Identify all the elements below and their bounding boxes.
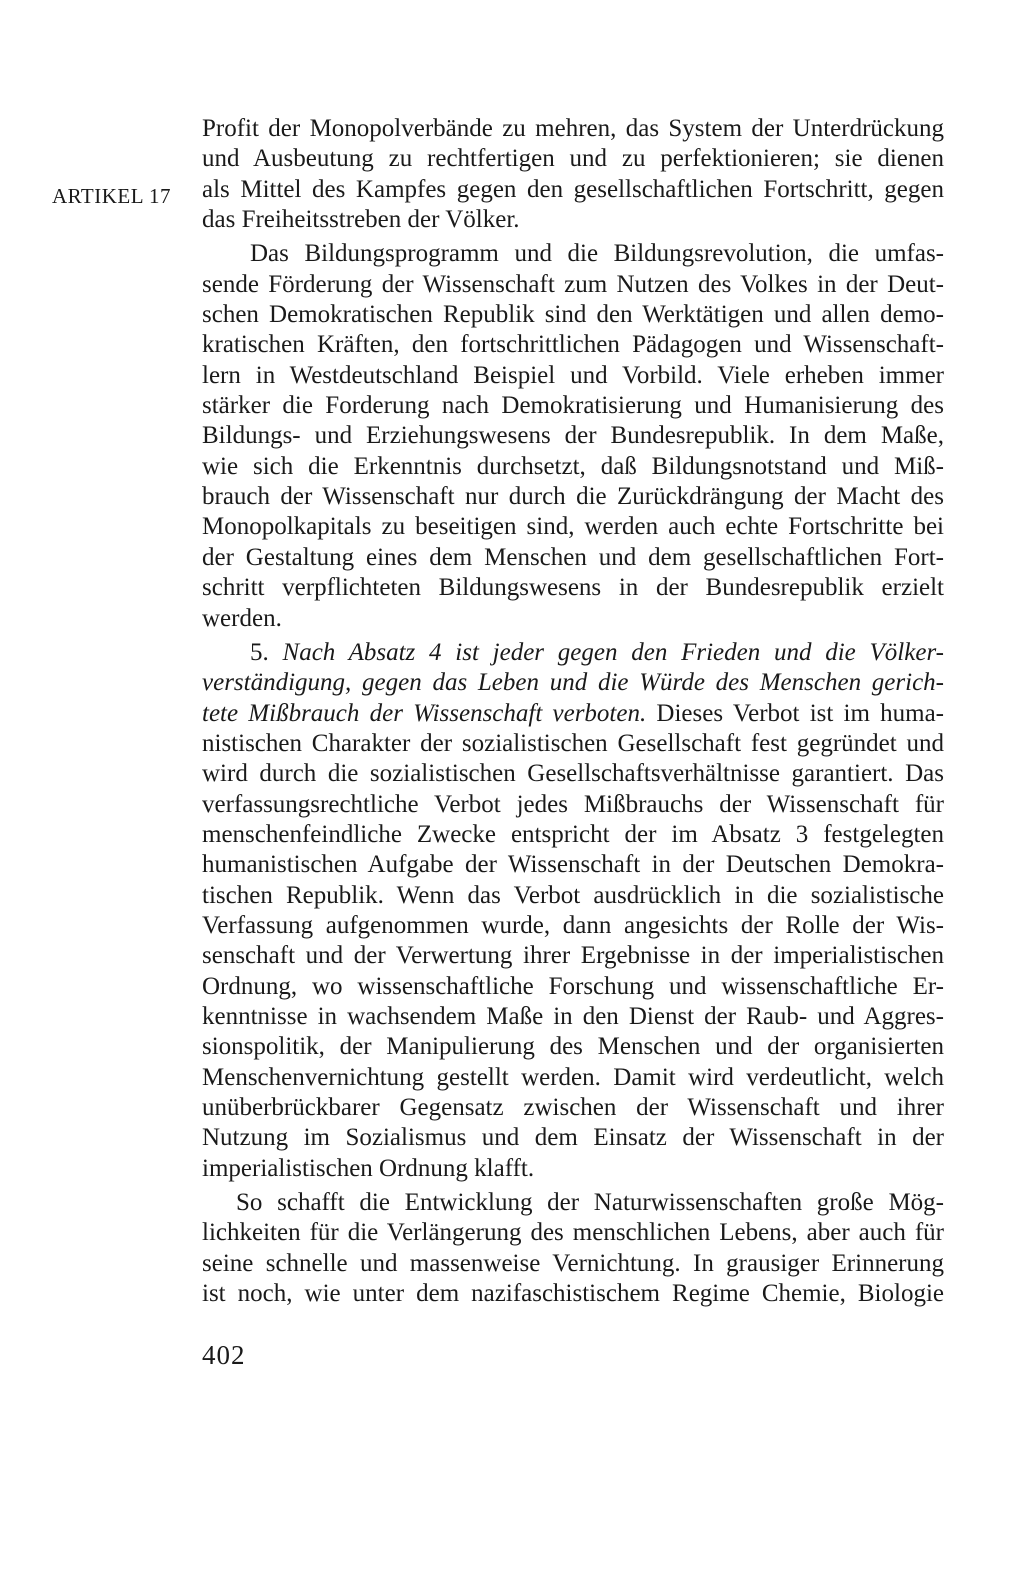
text-line [202, 300, 944, 330]
text-segment: Profit der Monopolverbände zu mehren, das System der Unterdrückung [202, 115, 944, 142]
text-segment: das Freiheitsstreben der Völker. [202, 206, 520, 234]
text-segment: Menschenvernichtung gestellt werden. Damit wird verdeutlicht, welch [202, 1063, 944, 1091]
text-segment: unüberbrückbarer Gegensatz zwischen der Wissenschaft und ihrer [202, 1094, 944, 1121]
text-segment: und Ausbeutung zu rechtfertigen und zu perfektionieren; sie dienen [202, 145, 944, 173]
text-line [202, 114, 944, 144]
italic-text-segment: verständigung, gegen das Leben und die Würde des Menschen gerich- [202, 669, 944, 697]
text-segment: tischen Republik. Wenn das Verbot ausdrücklich in die sozialistische [202, 881, 944, 909]
text-segment: nistischen Charakter der sozialistischen Gesellschaft fest gegründet und [202, 729, 944, 757]
text-line [202, 668, 944, 698]
text-line [202, 1154, 944, 1184]
text-segment: wie sich die Erkenntnis durchsetzt, daß Bildungsnotstand und Miß- [202, 452, 944, 480]
text-line [202, 820, 944, 850]
text-line [202, 573, 944, 603]
text-segment: Ordnung, wo wissenschaftliche Forschung und wissenschaftliche Er- [202, 972, 944, 1000]
text-line [202, 911, 944, 941]
text-line [202, 638, 944, 668]
text-line [202, 421, 944, 451]
text-segment: der Gestaltung eines dem Menschen und dem gesellschaftlichen Fort- [202, 543, 944, 571]
text-segment: Verfassung aufgenommen wurde, dann angesichts der Rolle der Wis- [202, 911, 944, 939]
text-line [202, 330, 944, 360]
text-line [202, 941, 944, 971]
text-line [202, 1188, 944, 1218]
text-line [202, 1279, 944, 1309]
text-segment: menschenfeindliche Zwecke entspricht der im Absatz 3 festgelegten [202, 820, 944, 848]
text-line [202, 759, 944, 789]
text-line [202, 512, 944, 542]
italic-text-segment: Nach Absatz 4 ist jeder gegen den Frieden und die Völker- [282, 638, 945, 666]
text-segment: seine schnelle und massenweise Vernichtung. In grausiger Erinnerung [202, 1249, 944, 1277]
text-line [202, 790, 944, 820]
text-segment: lern in Westdeutschland Beispiel und Vorbild. Viele erheben immer [202, 361, 944, 389]
text-line [202, 144, 944, 174]
text-line [202, 205, 944, 235]
text-line [202, 729, 944, 759]
text-line [202, 175, 944, 205]
text-segment: verfassungsrechtliche Verbot jedes Mißbrauchs der Wissenschaft für [202, 790, 944, 818]
text-line [202, 1218, 944, 1248]
text-line [202, 361, 944, 391]
text-segment: Bildungs- und Erziehungswesens der Bundesrepublik. In dem Maße, [202, 422, 944, 450]
text-segment: So schafft die Entwicklung der Naturwissenschaften große Mög- [236, 1189, 944, 1217]
text-segment: brauch der Wissenschaft nur durch die Zurückdrängung der Macht des [202, 483, 944, 511]
text-line [202, 604, 944, 634]
text-segment: imperialistischen Ordnung klafft. [202, 1154, 535, 1182]
text-segment: kenntnisse in wachsendem Maße in den Dienst der Raub- und Aggres- [202, 1002, 944, 1030]
text-line [202, 452, 944, 482]
text-line [202, 972, 944, 1002]
text-line [202, 850, 944, 880]
text-line [202, 699, 944, 729]
italic-text-segment: tete Mißbrauch der Wissenschaft verboten. [202, 699, 647, 727]
text-segment: wird durch die sozialistischen Gesellschaftsverhältnisse garantiert. Das [202, 760, 944, 788]
text-segment: stärker die Forderung nach Demokratisierung und Humanisierung des [202, 392, 944, 420]
text-line [202, 881, 944, 911]
text-segment: Nutzung im Sozialismus und dem Einsatz der Wissenschaft in der [202, 1124, 944, 1152]
text-segment: Das Bildungsprogramm und die Bildungsrevolution, die umfas- [250, 240, 944, 268]
text-line [202, 1063, 944, 1093]
text-line [202, 1002, 944, 1032]
text-line [202, 239, 944, 269]
text-segment: kratischen Kräften, den fortschrittlichen Pädagogen und Wissenschaft- [202, 331, 944, 359]
text-segment: ist noch, wie unter dem nazifaschistischem Regime Chemie, Biologie [202, 1280, 944, 1308]
text-segment: schritt verpflichteten Bildungswesens in der Bundesrepublik erzielt [202, 574, 944, 602]
text-line [202, 1249, 944, 1279]
text-segment: schen Demokratischen Republik sind den Werktätigen und allen demo- [202, 301, 944, 329]
text-segment: humanistischen Aufgabe der Wissenschaft in der Deutschen Demokra- [202, 851, 944, 879]
text-segment: sionspolitik, der Manipulierung des Menschen und der organisierten [202, 1033, 944, 1061]
text-line [202, 1093, 944, 1123]
text-segment: als Mittel des Kampfes gegen den gesellschaftlichen Fortschritt, gegen [202, 175, 944, 203]
text-line [202, 543, 944, 573]
text-segment: Dieses Verbot ist im huma- [646, 699, 944, 727]
body-text [202, 114, 944, 1309]
text-segment: lichkeiten für die Verlängerung des menschlichen Lebens, aber auch für [202, 1219, 944, 1247]
page-number: 402 [202, 1340, 246, 1370]
text-line [202, 391, 944, 421]
text-segment: Monopolkapitals zu beseitigen sind, werden auch echte Fortschritte bei [202, 513, 944, 541]
text-segment: sende Förderung der Wissenschaft zum Nutzen des Volkes in der Deut- [202, 270, 944, 298]
text-line [202, 1032, 944, 1062]
text-segment: werden. [202, 604, 282, 632]
text-line [202, 270, 944, 300]
text-line [202, 482, 944, 512]
text-segment: senschaft und der Verwertung ihrer Ergebnisse in der imperialistischen [202, 942, 944, 970]
margin-article-label: ARTIKEL 17 [52, 184, 172, 208]
text-line [202, 1123, 944, 1153]
text-segment: 5. [250, 638, 283, 666]
